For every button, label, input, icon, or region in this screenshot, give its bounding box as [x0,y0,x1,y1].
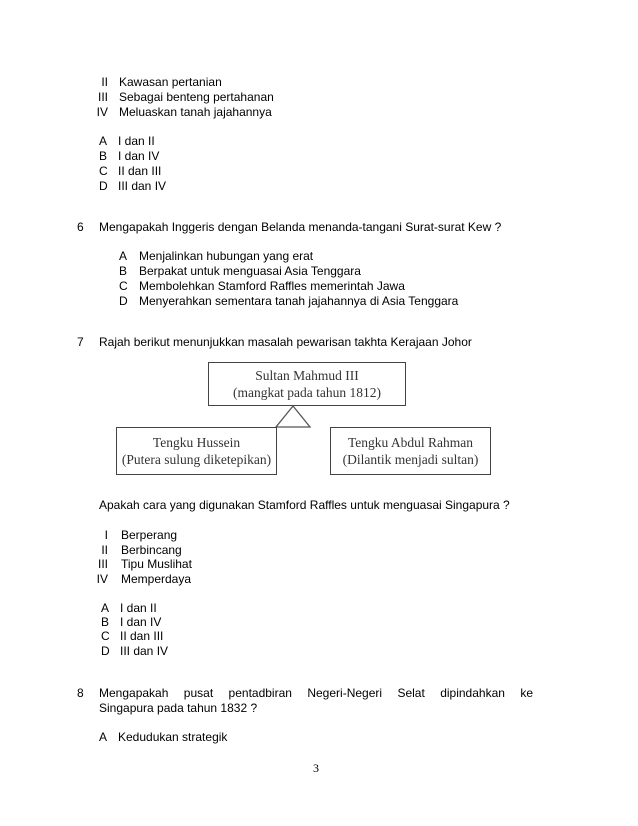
q7-item-text: Berperang [121,528,178,542]
q8-option-letter: A [99,730,108,744]
q7-option-letter: A [101,601,110,615]
q8-question-line1: Mengapakah pusat pentadbiran Negeri-Negeri Selat dipindahkan ke [99,686,533,700]
q6-option-letter: C [119,279,128,293]
q7-option-letter: B [101,615,110,629]
q5-item-num: II [101,75,108,89]
diagram-box-sultan-mahmud [208,362,406,406]
q5-option-letter: C [99,164,108,178]
connector-left [276,406,294,427]
diagram-box-tengku-hussein [116,427,277,475]
diagram-box-subtitle: (Dilantik menjadi sultan) [342,452,479,467]
q8-question-line2: Singapura pada tahun 1832 ? [99,701,258,715]
q6-question: Mengapakah Inggeris dengan Belanda menanda-tangani Surat-surat Kew ? [99,220,502,234]
q6-option-text: Menjalinkan hubungan yang erat [139,249,314,263]
q7-item-text: Tipu Muslihat [121,557,192,571]
q6-option-text: Membolehkan Stamford Raffles memerintah Jawa [139,279,405,293]
q6-option-letter: A [119,249,128,263]
q7-option-text: II dan III [120,629,164,643]
diagram-box-subtitle: (mangkat pada tahun 1812) [232,385,382,400]
q5-item-num: IV [96,105,108,119]
q6-option-letter: B [119,264,128,278]
q5-option-text: III dan IV [118,179,167,193]
diagram-box-title: Tengku Abdul Rahman [347,435,474,450]
q6-option-text: Berpakat untuk menguasai Asia Tenggara [139,264,361,278]
diagram-box-subtitle: (Putera sulung diketepikan) [121,452,272,467]
q5-item-num: III [97,90,108,104]
q7-option-text: I dan IV [120,615,162,629]
q7-option-letter: C [101,629,110,643]
q7-item-text: Berbincang [121,543,182,557]
q7-option-text: I dan II [120,601,157,615]
connector-right [293,406,310,427]
q7-item-num: I [104,528,108,542]
q5-option-text: II dan III [118,164,162,178]
q5-option-letter: B [99,149,108,163]
q5-option-text: I dan II [118,134,155,148]
q7-item-num: II [101,543,108,557]
q5-option-letter: D [99,179,108,193]
q5-option-letter: A [99,134,108,148]
q6-option-text: Menyerahkan sementara tanah jajahannya di Asia Tenggara [139,294,459,308]
q7-option-letter: D [101,644,110,658]
diagram-box-title: Sultan Mahmud III [255,368,359,383]
q7-question: Apakah cara yang digunakan Stamford Raffles untuk menguasai Singapura ? [99,498,510,512]
q5-item-text: Sebagai benteng pertahanan [119,90,274,104]
q7-item-num: III [97,557,108,571]
q5-item-text: Kawasan pertanian [119,75,222,89]
q7-intro: Rajah berikut menunjukkan masalah pewarisan takhta Kerajaan Johor [99,335,472,349]
diagram-box-tengku-abdul-rahman [330,427,491,475]
q7-item-num: IV [96,572,108,586]
q7-option-text: III dan IV [120,644,169,658]
q7-item-text: Memperdaya [121,572,192,586]
q5-option-text: I dan IV [118,149,160,163]
q8-number: 8 [77,686,84,700]
diagram-box-title: Tengku Hussein [152,435,241,450]
page-number: 3 [313,761,319,775]
q7-number: 7 [77,335,84,349]
q5-item-text: Meluaskan tanah jajahannya [119,105,272,119]
q6-option-letter: D [119,294,128,308]
q6-number: 6 [77,220,84,234]
q8-option-text: Kedudukan strategik [118,730,228,744]
